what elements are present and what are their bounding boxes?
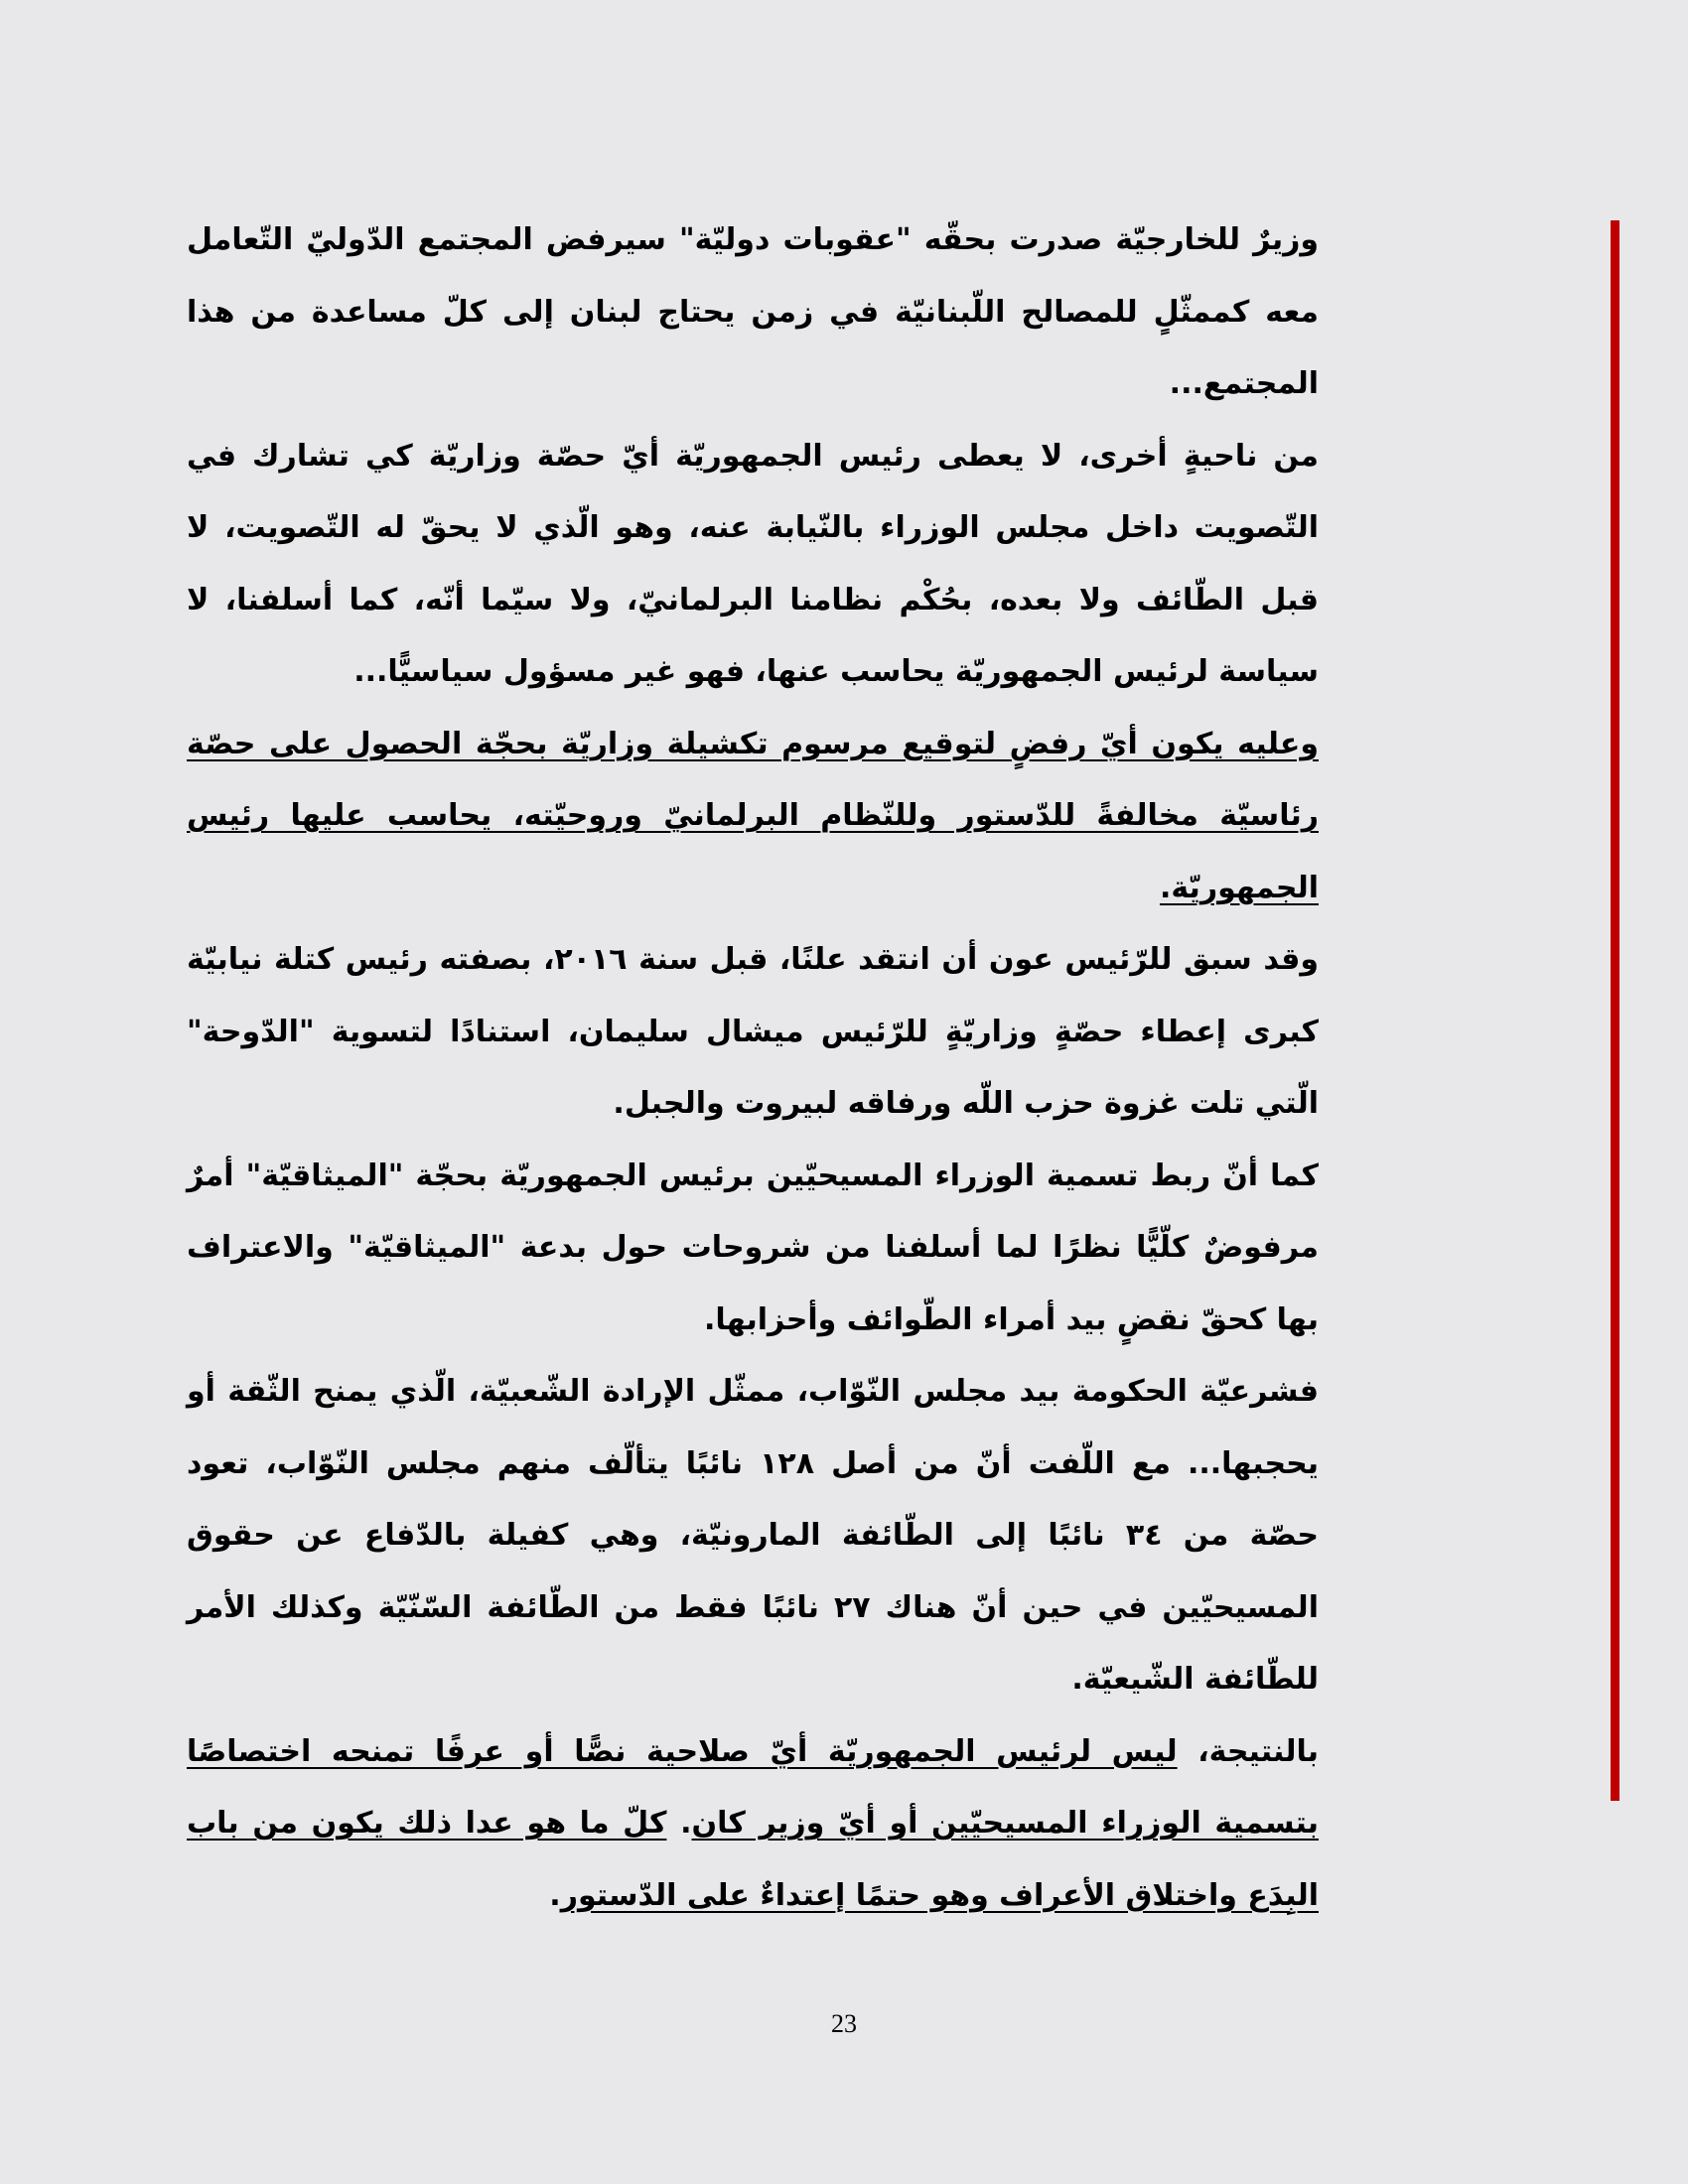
paragraph-4 xyxy=(187,924,1319,1141)
paragraph-6-text: فشرعيّة الحكومة بيد مجلس النّوّاب، ممثّل الإرادة الشّعبيّة، الّذي يمنح الثّقة أو يحجبها... مع اللّفت أنّ من أصل ١٢٨ نائبًا يتألّف منهم مجلس النّوّاب، تعود حصّة من ٣٤ نائبًا إلى الطّائفة المارونيّة، وهي كفيلة بالدّفاع عن حقوق المسيحيّين في حين أنّ هناك ٢٧ نائبًا فقط من الطّائفة السّنّيّة وكذلك الأمر للطّائفة الشّيعيّة. xyxy=(187,1374,1319,1697)
paragraph-5-text: كما أنّ ربط تسمية الوزراء المسيحيّين برئيس الجمهوريّة بحجّة "الميثاقيّة" أمرٌ مرفوضٌ كلّيًّا نظرًا لما أسلفنا من شروحات حول بدعة "الميثاقيّة" والاعتراف بها كحقّ نقضٍ بيد أمراء الطّوائف وأحزابها. xyxy=(187,1158,1319,1337)
paragraph-2 xyxy=(187,421,1319,709)
paragraph-1 xyxy=(187,205,1319,421)
page-number: 23 xyxy=(831,2009,857,2038)
paragraph-6 xyxy=(187,1356,1319,1716)
paragraph-7-underlined-text-1: ليس لرئيس الجمهوريّة أيّ صلاحية نصًّا أو عرفًا تمنحه اختصاصًا بتسمية الوزراء المسيحيّين أو أيّ وزير كان xyxy=(187,1733,1320,1841)
paragraph-7-text-intro: بالنتيجة، xyxy=(1177,1733,1320,1769)
paragraph-7-text-separator: . xyxy=(666,1806,692,1841)
paragraph-2-text: من ناحيةٍ أخرى، لا يعطى رئيس الجمهوريّة أيّ حصّة وزاريّة كي تشارك في التّصويت داخل مجلس الوزراء بالنّيابة عنه، وهو الّذي لا يحقّ له التّصويت، لا قبل الطّائف ولا بعده، بحُكْم نظامنا البرلمانيّ، ولا سيّما أنّه، كما أسلفنا، لا سياسة لرئيس الجمهوريّة يحاسب عنها، فهو غير مسؤول سياسيًّا... xyxy=(187,438,1319,689)
margin-rule xyxy=(1611,220,1619,1801)
paragraph-3 xyxy=(187,709,1319,925)
paragraph-3-underlined-text: وعليه يكون أيّ رفضٍ لتوقيع مرسوم تكشيلة وزاريّة بحجّة الحصول على حصّة رئاسيّة مخالفةً للدّستور وللنّظام البرلمانيّ وروحيّته، يحاسب عليها رئيس الجمهوريّة. xyxy=(187,726,1319,905)
paragraph-5 xyxy=(187,1141,1319,1357)
paragraph-7 xyxy=(187,1716,1319,1933)
paragraph-1-text: وزيرٌ للخارجيّة صدرت بحقّه "عقوبات دوليّة" سيرفض المجتمع الدّوليّ التّعامل معه كممثّلٍ للمصالح اللّبنانيّة في زمن يحتاج لبنان إلى كلّ مساعدة من هذا المجتمع... xyxy=(187,222,1319,401)
paragraph-7-underlined-text-2: كلّ ما هو عدا ذلك يكون من باب البِدَع واختلاق الأعراف وهو حتمًا إعتداءٌ على الدّستور xyxy=(187,1806,1319,1913)
body-text xyxy=(187,205,1319,1932)
paragraph-7-text-end: . xyxy=(549,1877,561,1913)
paragraph-4-text: وقد سبق للرّئيس عون أن انتقد علنًا، قبل سنة ٢٠١٦، بصفته رئيس كتلة نيابيّة كبرى إعطاء حصّةٍ وزاريّةٍ للرّئيس ميشال سليمان، استنادًا لتسوية "الدّوحة" الّتي تلت غزوة حزب اللّه ورفاقه لبيروت والجبل. xyxy=(187,942,1319,1121)
